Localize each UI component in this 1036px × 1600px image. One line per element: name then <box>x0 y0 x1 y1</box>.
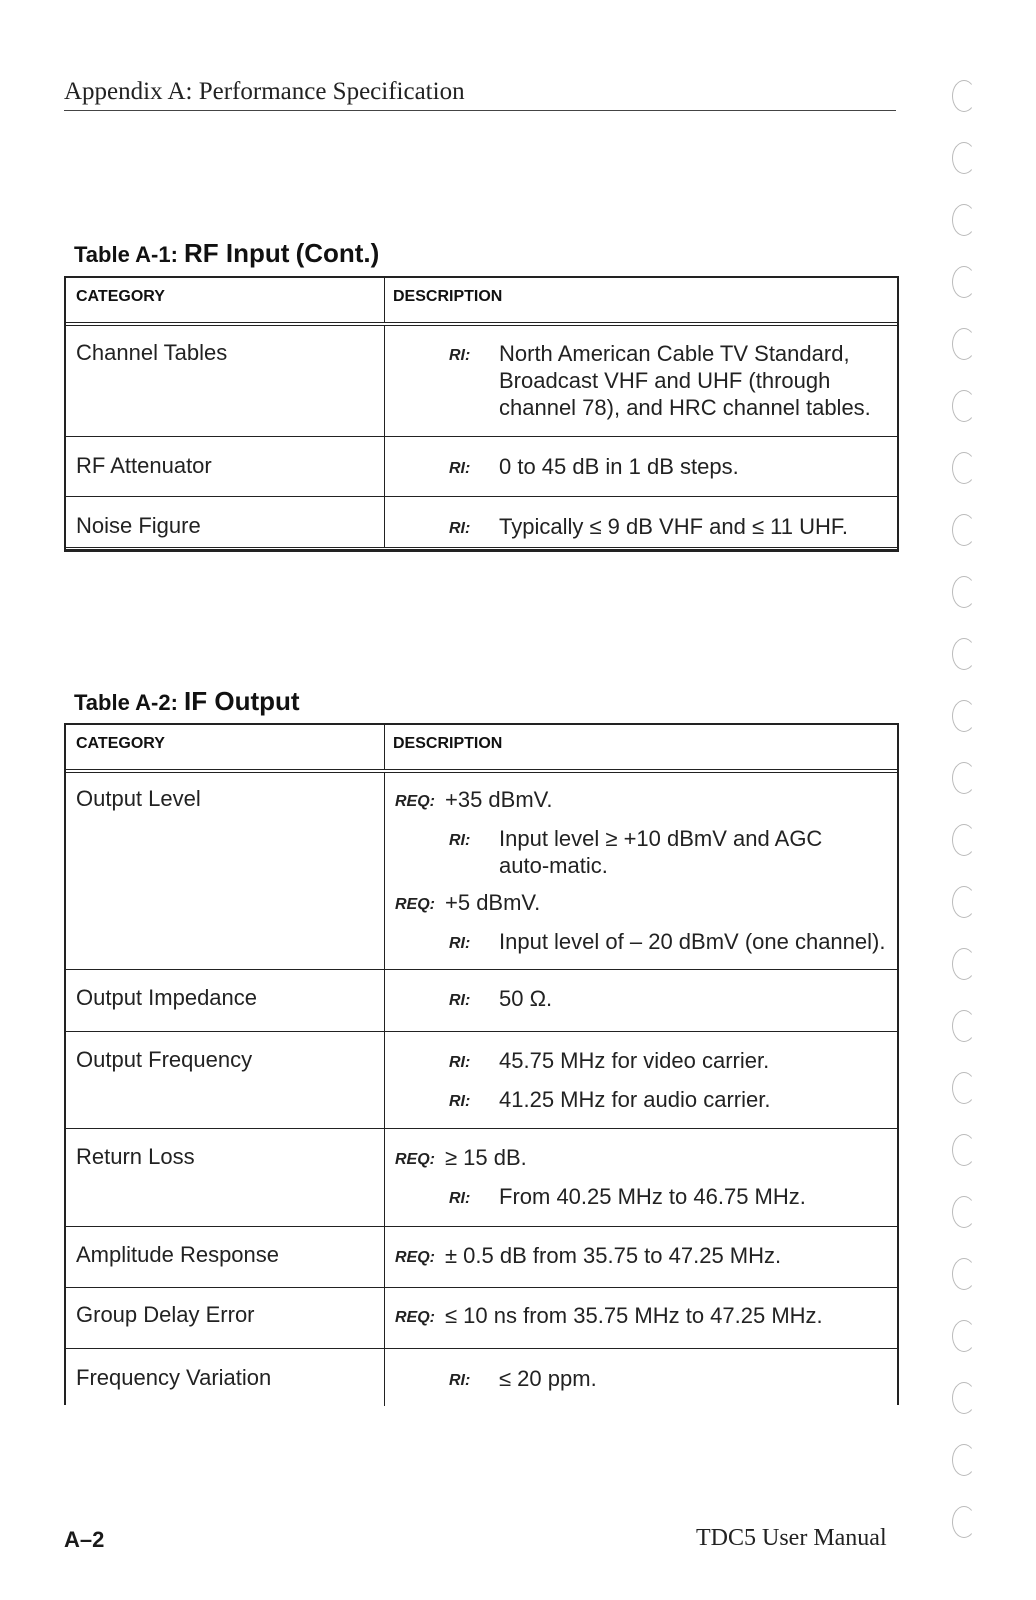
req-tag: REQ: <box>395 793 435 810</box>
binding-ring-icon <box>952 700 976 732</box>
binding-ring-icon <box>952 1134 976 1166</box>
spec-text: 50 Ω. <box>499 986 553 1011</box>
description-cell <box>385 1032 897 1128</box>
spec-text: ≤ 20 ppm. <box>499 1366 597 1391</box>
table-row <box>66 769 897 969</box>
spec-line <box>385 825 897 879</box>
page-header: Appendix A: Performance Specification <box>64 78 896 111</box>
spec-text: 45.75 MHz for video carrier. <box>499 1048 770 1073</box>
spec-text: ≤ 10 ns from 35.75 MHz to 47.25 MHz. <box>445 1303 823 1328</box>
spec-line <box>385 513 897 542</box>
spec-text: From 40.25 MHz to 46.75 MHz. <box>499 1184 806 1209</box>
table-a1-name: RF Input <box>184 238 290 268</box>
table-a1-title <box>74 238 379 269</box>
category-cell: Output Impedance <box>66 970 385 1031</box>
binding-ring-icon <box>952 1382 976 1414</box>
table-row <box>66 496 897 550</box>
spec-text: 41.25 MHz for audio carrier. <box>499 1087 771 1112</box>
category-cell: Frequency Variation <box>66 1349 385 1406</box>
spec-text: 0 to 45 dB in 1 dB steps. <box>499 454 739 479</box>
description-cell <box>385 1227 897 1287</box>
spec-line <box>385 1086 897 1115</box>
description-cell <box>385 1288 897 1348</box>
table-row <box>66 1348 897 1406</box>
spec-line <box>385 1242 897 1271</box>
binding-ring-icon <box>952 762 976 794</box>
binding-ring-icon <box>952 452 976 484</box>
column-header-category: CATEGORY <box>66 278 385 322</box>
binding-ring-icon <box>952 266 976 298</box>
spec-text: +5 dBmV. <box>445 890 541 915</box>
binding-ring-icon <box>952 1010 976 1042</box>
binding-ring-icon <box>952 886 976 918</box>
binding-ring-icon <box>952 514 976 546</box>
table-row <box>66 1128 897 1226</box>
category-cell: Amplitude Response <box>66 1227 385 1287</box>
spec-line <box>385 1365 897 1394</box>
description-cell <box>385 970 897 1031</box>
spec-text: North American Cable TV Standard, Broadcast VHF and UHF (through channel 78), and HRC channel tables. <box>499 341 871 420</box>
req-tag: REQ: <box>395 1309 435 1326</box>
ri-tag: RI: <box>449 347 471 364</box>
spec-line <box>385 1144 897 1173</box>
table-a2-label: Table A-2: <box>74 690 178 715</box>
category-cell: Output Level <box>66 773 385 969</box>
table-header-row <box>66 278 897 322</box>
binding-ring-icon <box>952 142 976 174</box>
spec-line <box>385 985 897 1014</box>
spec-line <box>385 928 897 957</box>
table-row <box>66 1226 897 1287</box>
spec-text: ≥ 15 dB. <box>445 1145 527 1170</box>
spec-text: Input level ≥ +10 dBmV and AGC auto-matic. <box>499 826 823 878</box>
table-a2-name: IF Output <box>184 686 300 716</box>
ri-tag: RI: <box>449 1093 471 1110</box>
table-a1-label: Table A-1: <box>74 242 178 267</box>
table-row <box>66 1031 897 1128</box>
description-cell <box>385 773 897 969</box>
ri-tag: RI: <box>449 1372 471 1389</box>
table-a2 <box>64 723 899 1405</box>
description-cell <box>385 437 897 496</box>
spec-line <box>385 1047 897 1076</box>
spec-text: ± 0.5 dB from 35.75 to 47.25 MHz. <box>445 1243 782 1268</box>
binding-ring-icon <box>952 576 976 608</box>
binding-ring-icon <box>952 390 976 422</box>
spec-line <box>385 1183 897 1212</box>
spec-text: Input level of – 20 dBmV (one channel). <box>499 929 886 954</box>
description-cell <box>385 1349 897 1406</box>
ri-tag: RI: <box>449 1054 471 1071</box>
description-cell <box>385 497 897 547</box>
table-a2-title <box>74 686 300 717</box>
ri-tag: RI: <box>449 1190 471 1207</box>
spec-line <box>385 453 897 482</box>
manual-title: TDC5 User Manual <box>696 1525 887 1551</box>
table-a1-suffix: (Cont.) <box>295 238 380 268</box>
category-cell: Return Loss <box>66 1129 385 1226</box>
binding-ring-icon <box>952 1258 976 1290</box>
binding-ring-icon <box>952 638 976 670</box>
spec-line <box>385 786 897 815</box>
category-cell: Channel Tables <box>66 326 385 436</box>
table-row <box>66 969 897 1031</box>
binding-ring-icon <box>952 1506 976 1538</box>
req-tag: REQ: <box>395 1151 435 1168</box>
spec-line <box>385 1302 897 1331</box>
ri-tag: RI: <box>449 460 471 477</box>
description-cell <box>385 1129 897 1226</box>
binding-ring-icon <box>952 1444 976 1476</box>
binding-ring-icon <box>952 328 976 360</box>
spec-text: Typically ≤ 9 dB VHF and ≤ 11 UHF. <box>499 514 848 539</box>
binding-ring-icon <box>952 1320 976 1352</box>
binding-rings <box>944 30 984 1570</box>
table-row <box>66 322 897 436</box>
category-cell: Output Frequency <box>66 1032 385 1128</box>
spec-line <box>385 889 897 918</box>
category-cell: Noise Figure <box>66 497 385 547</box>
description-cell <box>385 326 897 436</box>
binding-ring-icon <box>952 204 976 236</box>
binding-ring-icon <box>952 1196 976 1228</box>
column-header-description: DESCRIPTION <box>393 288 503 305</box>
binding-ring-icon <box>952 948 976 980</box>
table-row <box>66 1287 897 1348</box>
binding-ring-icon <box>952 824 976 856</box>
table-header-row <box>66 725 897 769</box>
req-tag: REQ: <box>395 1249 435 1266</box>
table-a1 <box>64 276 899 552</box>
spec-text: +35 dBmV. <box>445 787 553 812</box>
ri-tag: RI: <box>449 992 471 1009</box>
req-tag: REQ: <box>395 896 435 913</box>
ri-tag: RI: <box>449 832 471 849</box>
column-header-description: DESCRIPTION <box>393 735 503 752</box>
table-row <box>66 436 897 496</box>
category-cell: RF Attenuator <box>66 437 385 496</box>
binding-ring-icon <box>952 80 976 112</box>
category-cell: Group Delay Error <box>66 1288 385 1348</box>
spec-line <box>385 340 897 421</box>
ri-tag: RI: <box>449 935 471 952</box>
column-header-category: CATEGORY <box>66 725 385 769</box>
binding-ring-icon <box>952 1072 976 1104</box>
page-number: A–2 <box>64 1527 105 1552</box>
ri-tag: RI: <box>449 520 471 537</box>
